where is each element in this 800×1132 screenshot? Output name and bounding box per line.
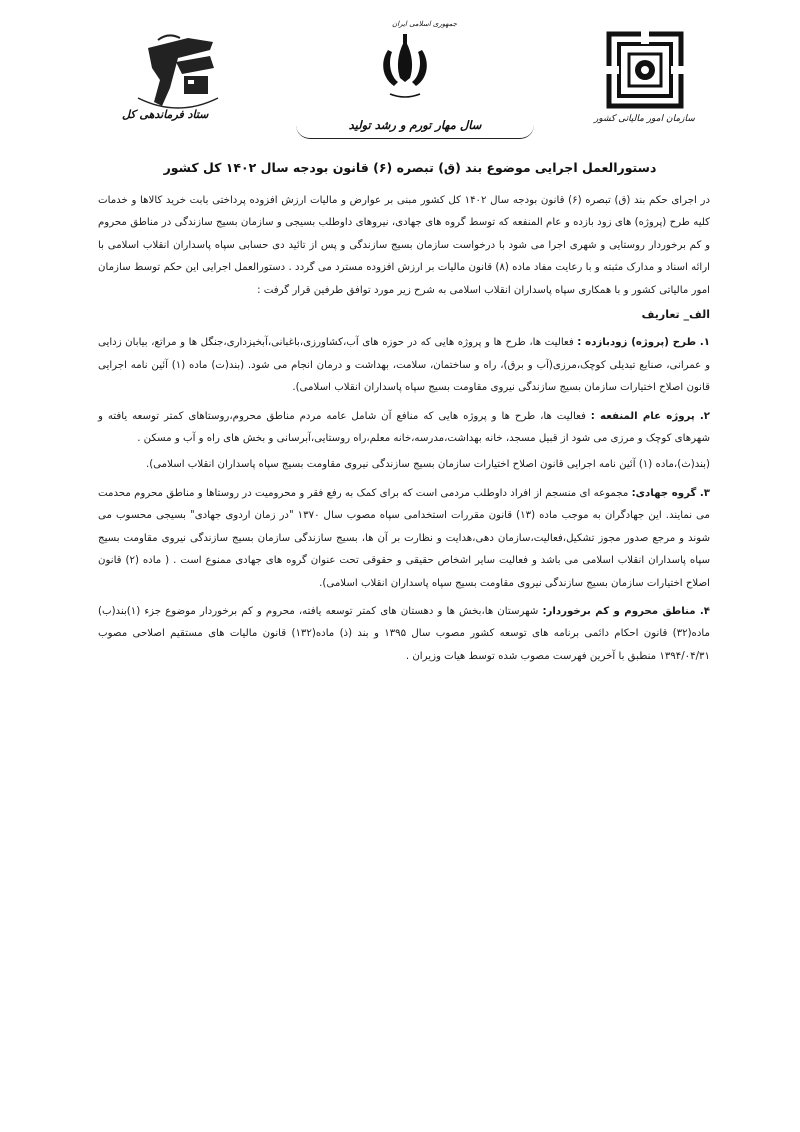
document-title: دستورالعمل اجرایی موضوع بند (ق) تبصره (۶) قانون بودجه سال ۱۴۰۲ کل کشور	[163, 160, 657, 175]
left-logo-caption: ستاد فرماندهی کل	[122, 108, 209, 121]
definition-term: ۳. گروه جهادی:	[631, 487, 710, 499]
definition-text: فعالیت ها، طرح ها و پروژه هایی که در حوزه های آب،کشاورزی،باغبانی،آبخیزداری،جنگل ها و مراتع، بیابان زدایی و عمرانی، صنایع تبدیلی کوچک،مرزی(آب و برق)، راه و ساختمان، سلامت، بهداشت و درمان انجام می شود. (بند(ت) ماده (۱) آئین نامه اجرایی قانون اصلاح اختیارات سازمان بسیج سازندگی نیروی مقاومت بسیج سپاه پاسداران انقلاب اسلامی).	[98, 337, 711, 394]
tax-organization-logo-icon	[605, 30, 685, 110]
definition-text: شهرستان ها،بخش ها و دهستان های کمتر توسعه یافته، محروم و کم برخوردار موضوع جزء (۱)بند(ب) ماده(۳۲) قانون احکام دائمی برنامه های توسعه کشور مصوب سال ۱۳۹۵ و بند (ذ) ماده(۱۳۲) قانون مالیات های مستقیم اصلاحی مصوب ۱۳۹۴/۰۴/۳۱ منطبق با آخرین فهرست مصوب شده توسط هیات وزیران .	[98, 605, 710, 662]
definition-item	[98, 483, 710, 595]
definition-item	[98, 406, 710, 451]
definition-text: فعالیت ها، طرح ها و پروژه هایی که منافع آن شامل عامه مردم مناطق محروم،روستاهای کمتر توسعه یافته و شهرهای کوچک و مرزی می شود از قبیل مسجد، خانه بهداشت،مدرسه،خانه معلم،راه روستایی،آبرسانی و بخش های راه و آب و مسکن .	[98, 410, 710, 445]
definition-note	[98, 454, 710, 476]
intro-paragraph: در اجرای حکم بند (ق) تبصره (۶) قانون بودجه سال ۱۴۰۲ کل کشور مبنی بر عوارض و مالیات ارزش افزوده پرداختی بابت خرید کالاها و خدمات کلیه طرح (پروژه) های زود بازده و عام المنفعه که توسط گروه های جهادی، نیروهای داوطلب بسیجی و سازمان بسیج سازندگی در مناطق محروم و کم برخوردار روستایی و شهری اجرا می شود با درخواست سازمان بسیج سازندگی و پس از تائید دی حسابی سپاه پاسداران انقلاب اسلامی با ارائه اسناد و مدارک مثبته و با رعایت مفاد ماده (۸) قانون مالیات بر ارزش افزوده مسترد می گردد . دستورالعمل اجرایی این حکم توسط سازمان امور مالیاتی کشور و با همکاری سپاه پاسداران انقلاب اسلامی به شرح زیر مورد توافق طرفین قرار گرفت :	[98, 195, 710, 296]
sepah-emblem	[118, 28, 238, 128]
iran-emblem-icon	[360, 32, 450, 102]
section-heading: الف_ تعاریف	[641, 308, 710, 322]
right-logo-caption: سازمان امور مالیاتی کشور	[594, 114, 695, 124]
definition-text: (بند(ث)،ماده (۱) آئین نامه اجرایی قانون اصلاح اختیارات سازمان بسیج سازندگی نیروی مقاومت بسیج سپاه پاسداران انقلاب اسلامی).	[145, 459, 710, 471]
year-slogan: سال مهار تورم و رشد تولید	[348, 118, 482, 132]
definition-text: مجموعه ای منسجم از افراد داوطلب مردمی است که برای کمک به رفع فقر و محرومیت در روستاها و مناطق محروم محدمت می نمایند. این جهادگران به موجب ماده (۱۳) قانون مقررات استخدامی سپاه مصوب سال ۱۳۷۰ "در زمان اردوی جهادی" بسیجی محسوب می شوند و مرجع صدور مجوز تشکیل،فعالیت،سازمان دهی،هدایت و نظارت بر آن ها، بسیج سازندگی سازمان بسیج سازندگی نیروی مقاومت بسیج سپاه پاسداران انقلاب اسلامی می باشد و فعالیت سایر اشخاص حقیقی و حقوقی تحت عنوان گروه های جهادی ممنوع است . ( ماده (۲) قانون اصلاح اختیارات سازمان بسیج سازندگی نیروی مقاومت بسیج سپاه پاسداران انقلاب اسلامی).	[98, 487, 711, 589]
definition-term: ۱. طرح (پروژه) زودبازده :	[577, 337, 710, 349]
iran-emblem	[360, 18, 457, 103]
definition-item	[98, 601, 710, 668]
definition-term: ۲. پروژه عام المنفعه :	[590, 410, 710, 422]
tax-organization-logo	[594, 30, 695, 130]
document-body	[98, 190, 710, 668]
definition-term: ۴. مناطق محروم و کم برخوردار:	[542, 605, 710, 617]
center-logo-top: جمهوری اسلامی ایران	[392, 20, 457, 28]
definition-item	[98, 332, 710, 399]
